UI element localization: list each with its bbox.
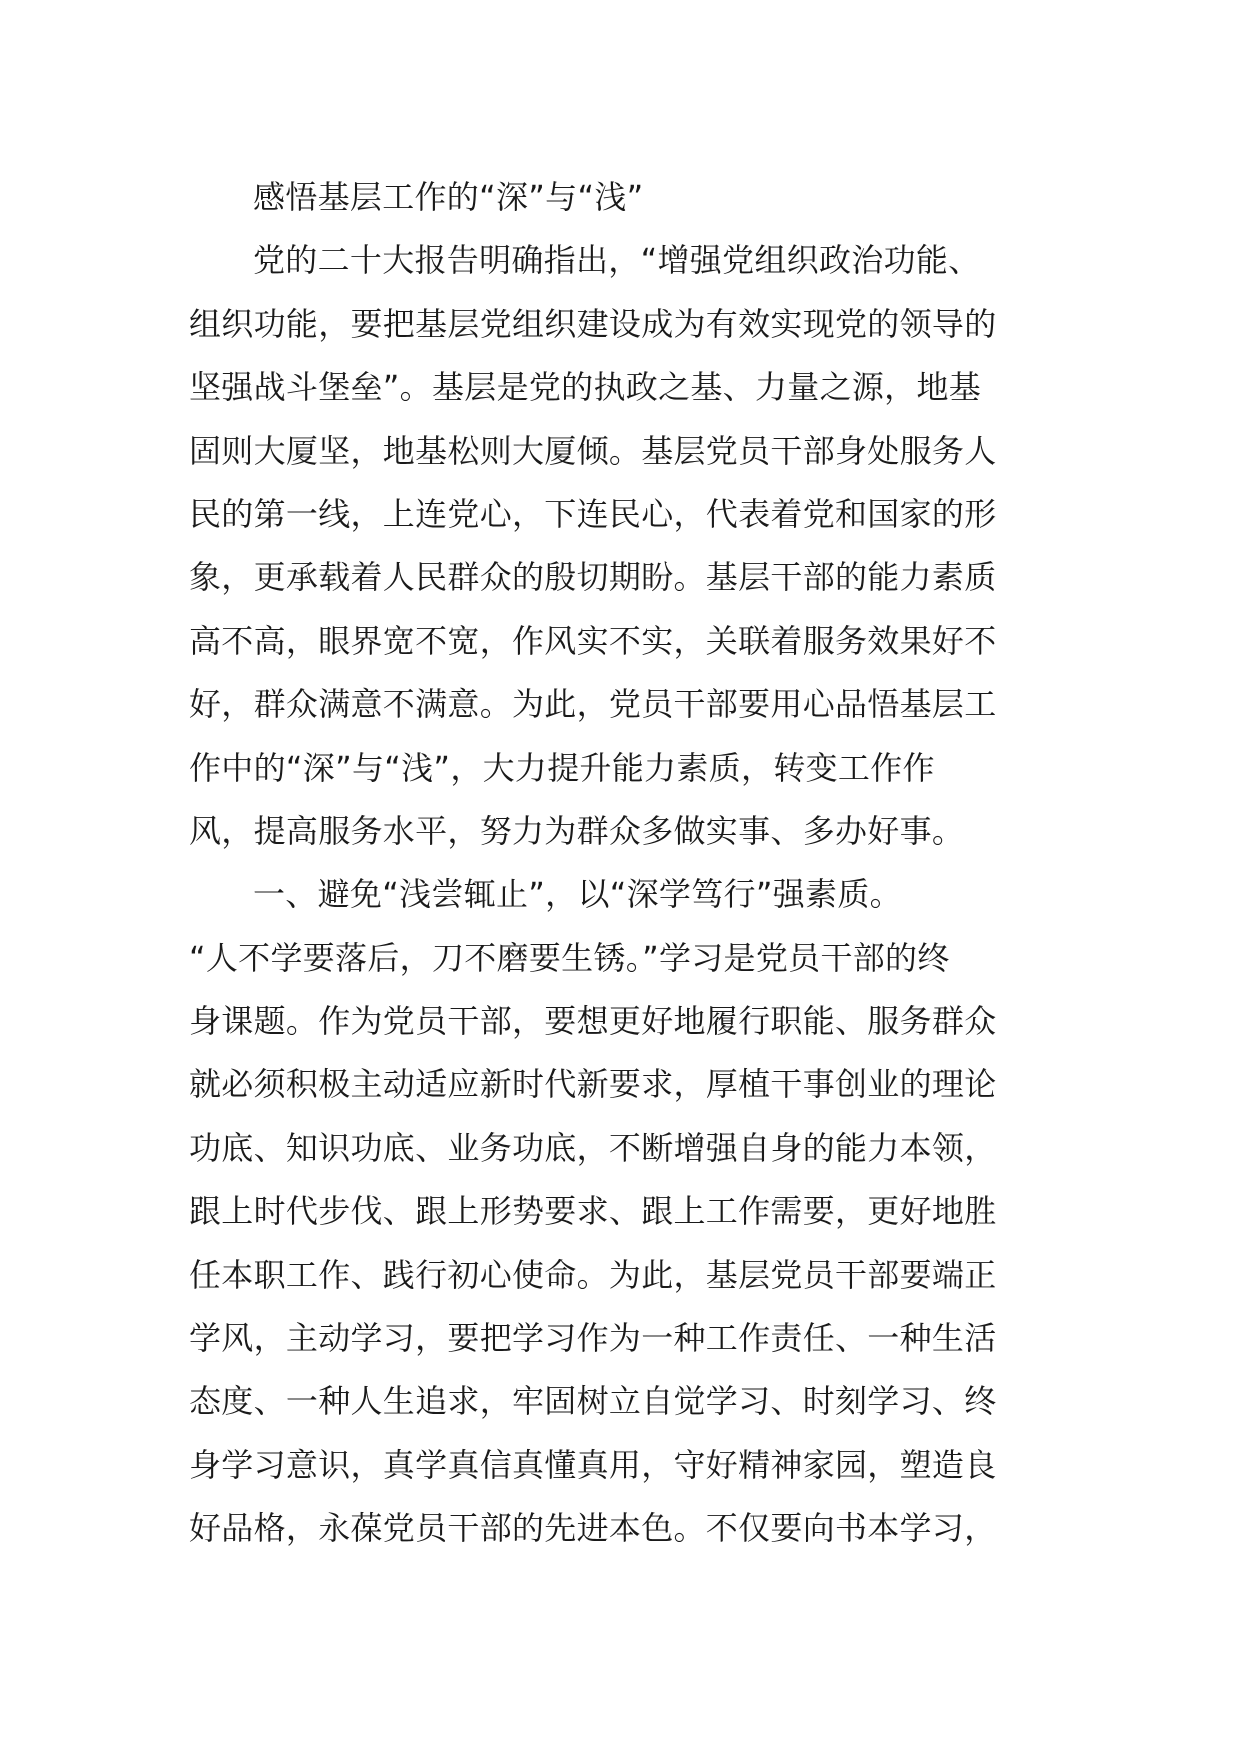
- section-heading-1: 一、避免“浅尝辄止”，以“深学笃行”强素质。: [253, 875, 902, 914]
- paragraph-1-line: 民的第一线，上连党心，下连民心，代表着党和国家的形: [189, 494, 997, 533]
- paragraph-2-line: 好品格，永葆党员干部的先进本色。不仅要向书本学习，: [189, 1509, 997, 1548]
- paragraph-2-line: 态度、一种人生追求，牢固树立自觉学习、时刻学习、终: [189, 1382, 997, 1421]
- paragraph-1-line: 坚强战斗堡垒”。基层是党的执政之基、力量之源，地基: [189, 368, 982, 407]
- paragraph-2-line: 就必须积极主动适应新时代新要求，厚植干事创业的理论: [189, 1065, 997, 1104]
- paragraph-1-line: 象，更承载着人民群众的殷切期盼。基层干部的能力素质: [189, 558, 997, 597]
- paragraph-1-line: 作中的“深”与“浅”，大力提升能力素质，转变工作作: [189, 748, 935, 787]
- paragraph-1-line: 组织功能，要把基层党组织建设成为有效实现党的领导的: [189, 304, 997, 343]
- paragraph-2-line: 任本职工作、践行初心使命。为此，基层党员干部要端正: [189, 1255, 997, 1294]
- paragraph-2-line: 功底、知识功底、业务功底，不断增强自身的能力本领，: [189, 1128, 997, 1167]
- paragraph-1-line: 党的二十大报告明确指出，“增强党组织政治功能、: [253, 241, 981, 280]
- paragraph-2-line: 学风，主动学习，要把学习作为一种工作责任、一种生活: [189, 1319, 997, 1358]
- paragraph-1-line: 高不高，眼界宽不宽，作风实不实，关联着服务效果好不: [189, 621, 997, 660]
- paragraph-2-line: 身学习意识，真学真信真懂真用，守好精神家园，塑造良: [189, 1445, 997, 1484]
- paragraph-2-line: 身课题。作为党员干部，要想更好地履行职能、服务群众: [189, 1002, 997, 1041]
- paragraph-1-line: 风，提高服务水平，努力为群众多做实事、多办好事。: [189, 811, 965, 850]
- document-body: [189, 166, 1059, 1561]
- paragraph-1-line: 固则大厦坚，地基松则大厦倾。基层党员干部身处服务人: [189, 431, 997, 470]
- paragraph-2-line: “人不学要落后，刀不磨要生锈。”学习是党员干部的终: [189, 938, 950, 977]
- paragraph-2-line: 跟上时代步伐、跟上形势要求、跟上工作需要，更好地胜: [189, 1192, 997, 1231]
- document-title: 感悟基层工作的“深”与“浅”: [253, 178, 644, 216]
- paragraph-1-line: 好，群众满意不满意。为此，党员干部要用心品悟基层工: [189, 685, 997, 724]
